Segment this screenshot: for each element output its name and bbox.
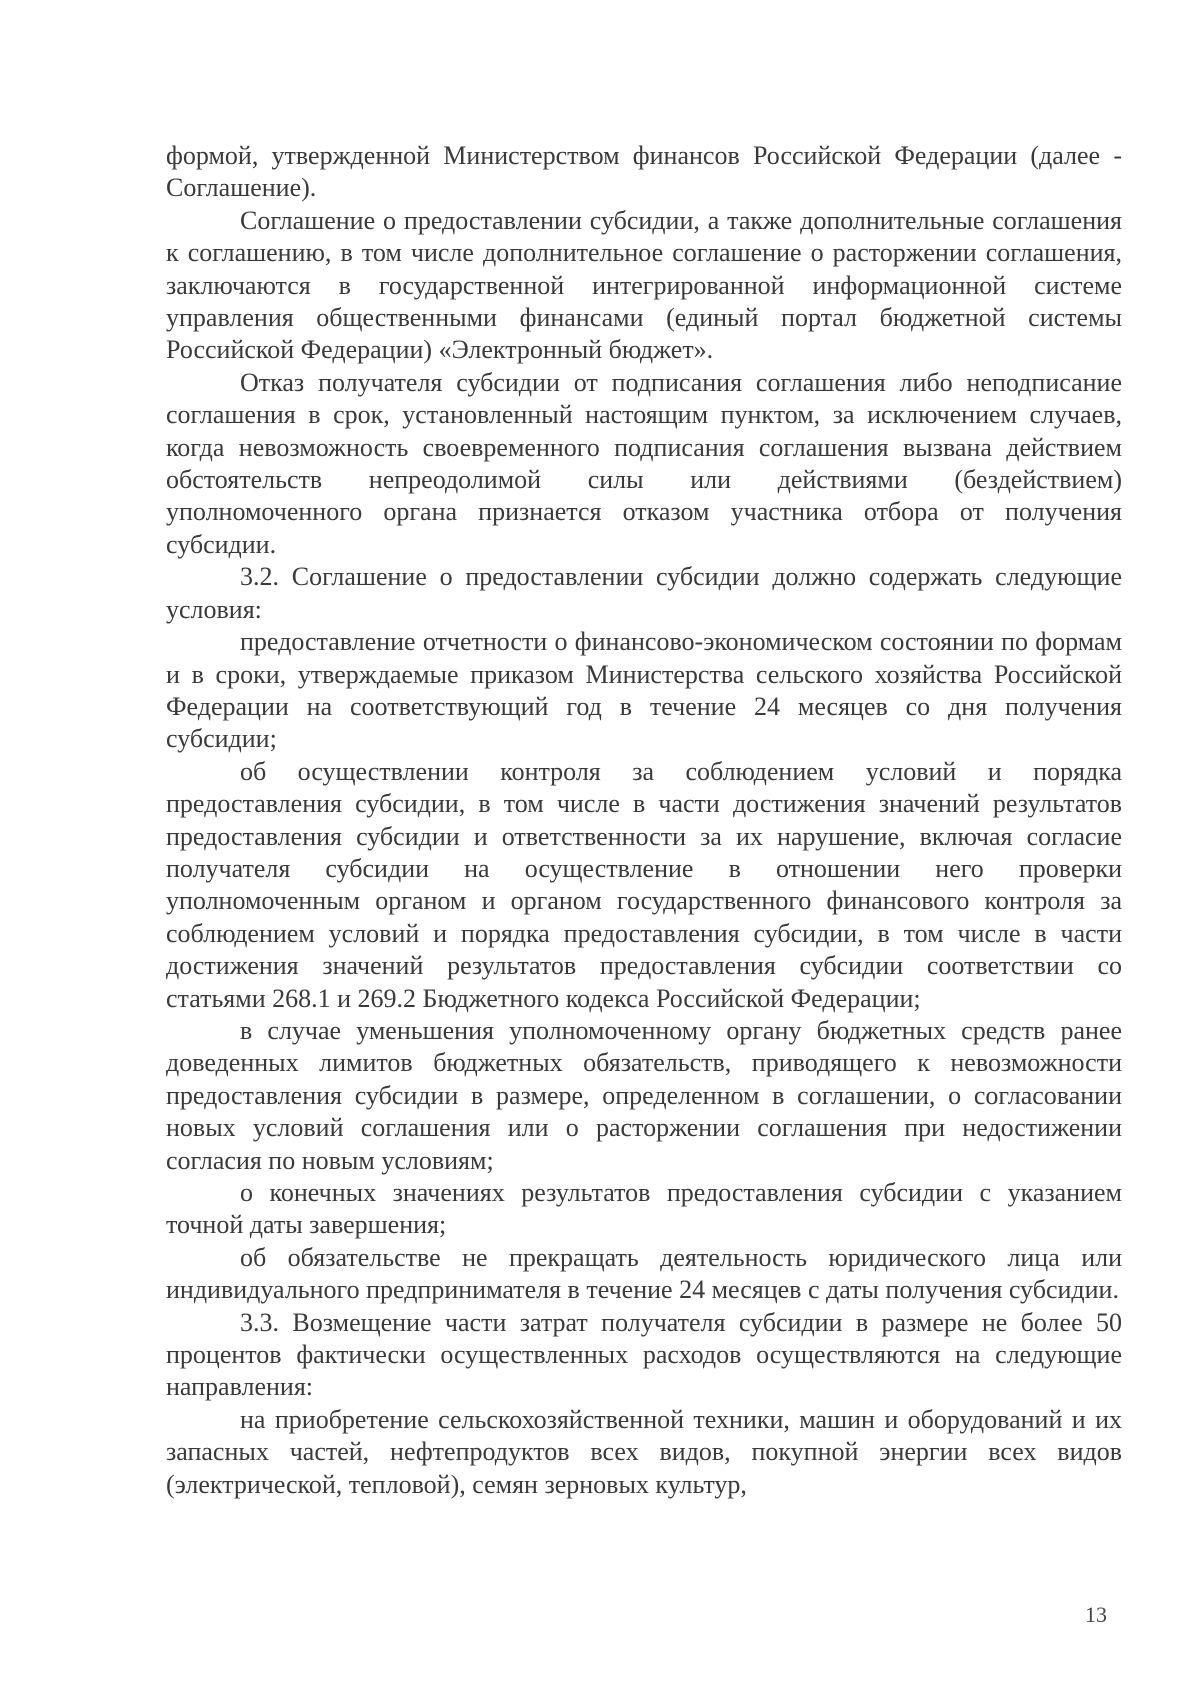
paragraph-condition-control: об осуществлении контроля за соблюдением условий и порядка предоставления субсидии, в том числе в части достижения значений результатов предоставления субсидии и ответственности за их нарушение, включая согласие получателя субсидии на осуществление в отношении него проверки уполномоченным органом и органом государственного финансового контроля за соблюдением условий и порядка предоставления субсидии, в том числе в части достижения значений результатов предоставления субсидии соответствии со статьями 268.1 и 269.2 Бюджетного кодекса Российской Федерации; (166, 756, 1122, 1013)
paragraph-refusal: Отказ получателя субсидии от подписания соглашения либо неподписание соглашения в срок, установленный настоящим пунктом, за исключением случаев, когда невозможность своевременного подписания соглашения вызвана действием обстоятельств непреодолимой силы или действиями (бездействием) уполномоченного органа признается отказом участника отбора от получения субсидии. (166, 367, 1122, 559)
document-body (166, 140, 1122, 1501)
page-number: 13 (1085, 1602, 1107, 1627)
paragraph-agreement-signing: Соглашение о предоставлении субсидии, а также дополнительные соглашения к соглашению, в том числе дополнительное соглашение о расторжении соглашения, заключаются в государственной интегрированной информационной системе управления общественными финансами (единый портал бюджетной системы Российской Федерации) «Электронный бюджет». (166, 205, 1122, 365)
paragraph-condition-reporting: предоставление отчетности о финансово-экономическом состоянии по формам и в сроки, утверждаемые приказом Министерства сельского хозяйства Российской Федерации на соответствующий год в течение 24 месяцев со дня получения субсидии; (166, 627, 1122, 754)
paragraph-continuation: формой, утвержденной Министерством финансов Российской Федерации (далее - Соглашение). (166, 141, 1122, 203)
paragraph-condition-results: о конечных значениях результатов предоставления субсидии с указанием точной даты завершения; (166, 1178, 1122, 1240)
paragraph-section-3-3: 3.3. Возмещение части затрат получателя субсидии в размере не более 50 процентов фактически осуществленных расходов осуществляются на следующие направления: (166, 1307, 1122, 1402)
paragraph-condition-obligation: об обязательстве не прекращать деятельность юридического лица или индивидуального предпринимателя в течение 24 месяцев с даты получения субсидии. (166, 1242, 1122, 1305)
paragraph-condition-budget-reduction: в случае уменьшения уполномоченному органу бюджетных средств ранее доведенных лимитов бюджетных обязательств, приводящего к невозможности предоставления субсидии в размере, определенном в соглашении, о согласовании новых условий соглашения или о расторжении соглашения при недостижении согласия по новым условиям; (166, 1015, 1122, 1175)
paragraph-section-3-2: 3.2. Соглашение о предоставлении субсидии должно содержать следующие условия: (166, 562, 1122, 624)
paragraph-direction-purchase: на приобретение сельскохозяйственной техники, машин и оборудований и их запасных частей, нефтепродуктов всех видов, покупной энергии всех видов (электрической, тепловой), семян зерновых культур, (166, 1404, 1122, 1499)
